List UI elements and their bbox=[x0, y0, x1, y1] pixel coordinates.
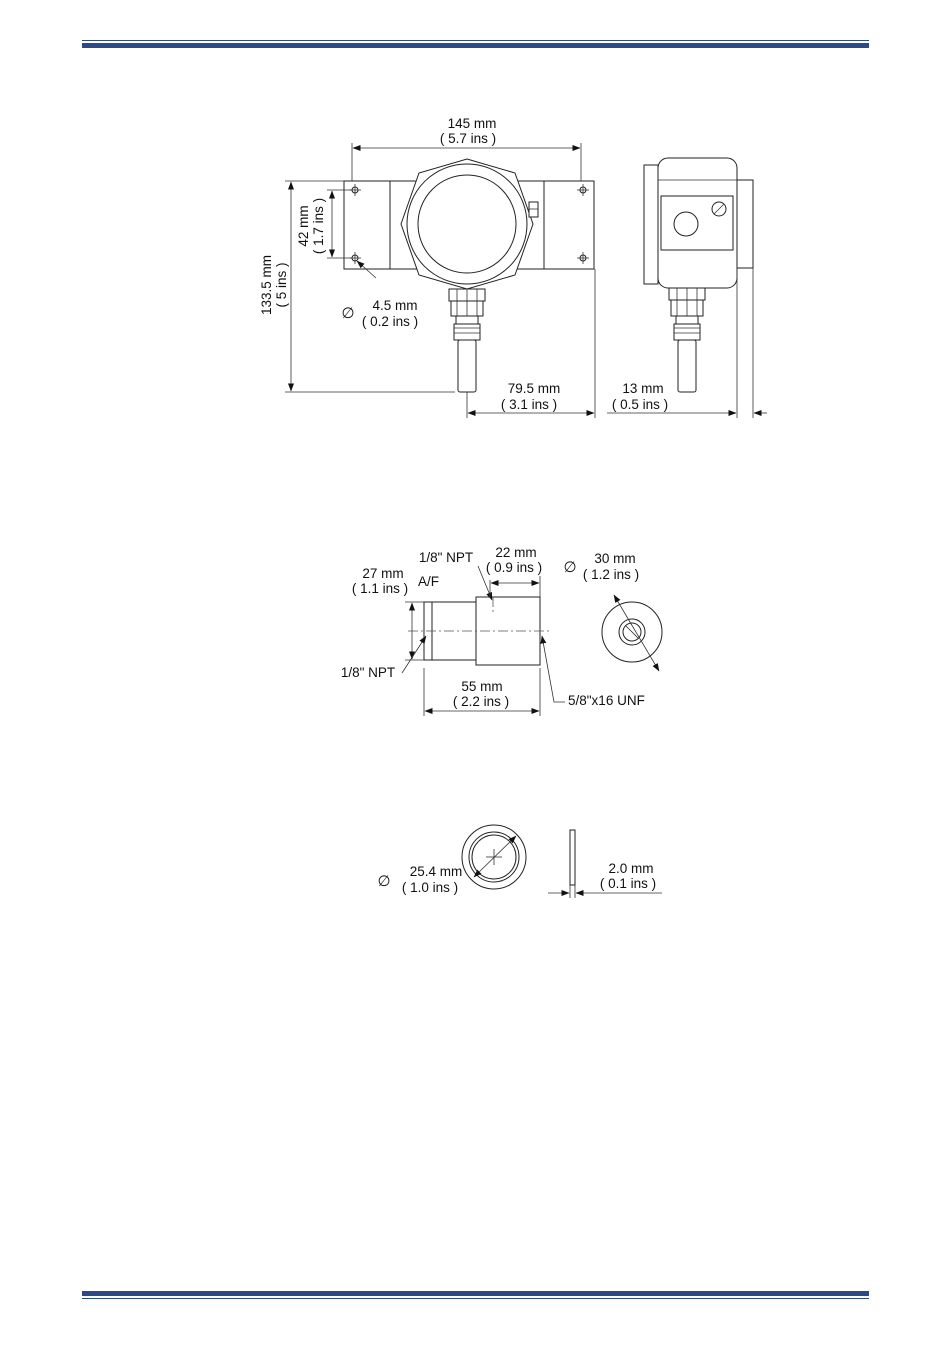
washer-dia-in: ( 1.0 ins ) bbox=[401, 880, 459, 895]
adaptor-side-view bbox=[408, 597, 552, 665]
diameter-symbol-2: ∅ bbox=[563, 559, 577, 576]
earth-screw bbox=[529, 202, 538, 217]
washer-side-view bbox=[548, 830, 662, 898]
dim-height-mm: 133.5 mm bbox=[259, 254, 274, 316]
hex-cover bbox=[401, 159, 533, 289]
thread-len-in: ( 0.9 ins ) bbox=[485, 560, 543, 575]
washer-dia-mm: 25.4 mm bbox=[409, 864, 463, 879]
dim-offset-in: ( 3.1 ins ) bbox=[500, 397, 558, 412]
diameter-symbol: ∅ bbox=[341, 305, 355, 322]
dim-probe-offset bbox=[467, 269, 595, 418]
footer-rule-thick bbox=[82, 1291, 869, 1296]
washer-face-view bbox=[377, 825, 526, 895]
housing-front-view bbox=[344, 159, 594, 392]
dim-depth-mm: 13 mm bbox=[622, 381, 664, 396]
dia-mm: 30 mm bbox=[594, 551, 636, 566]
diameter-symbol-3: ∅ bbox=[377, 873, 391, 890]
unf-label: 5/8"x16 UNF bbox=[568, 693, 645, 708]
probe-tube bbox=[458, 340, 476, 392]
npt-top-label: 1/8" NPT bbox=[418, 550, 474, 565]
af-in: ( 1.1 ins ) bbox=[351, 581, 409, 596]
dia-in: ( 1.2 ins ) bbox=[582, 567, 640, 582]
dim-hole bbox=[341, 261, 418, 329]
thread-len-mm: 22 mm bbox=[495, 545, 537, 560]
washer-thick-mm: 2.0 mm bbox=[608, 861, 654, 876]
washer-thick-in: ( 0.1 ins ) bbox=[599, 876, 657, 891]
dim-pitch-in: ( 1.7 ins ) bbox=[311, 197, 326, 255]
dim-height-in: ( 5 ins ) bbox=[274, 262, 289, 308]
dim-hole-in: ( 0.2 ins ) bbox=[361, 314, 419, 329]
af-mm: 27 mm bbox=[362, 566, 404, 581]
footer-rule bbox=[82, 1291, 869, 1301]
adaptor-end-view bbox=[563, 551, 662, 671]
dim-width-in: ( 5.7 ins ) bbox=[439, 131, 497, 146]
dim-width-mm: 145 mm bbox=[447, 116, 497, 131]
length-mm: 55 mm bbox=[461, 679, 503, 694]
npt-bottom-label: 1/8" NPT bbox=[340, 665, 396, 680]
side-bracket bbox=[737, 180, 753, 268]
dim-pitch-mm: 42 mm bbox=[296, 205, 311, 247]
footer-rule-thin bbox=[82, 1298, 869, 1299]
washer-edge bbox=[570, 830, 575, 885]
af-label: A/F bbox=[418, 574, 440, 589]
length-in: ( 2.2 ins ) bbox=[452, 694, 510, 709]
dim-hole-mm: 4.5 mm bbox=[372, 298, 418, 313]
dim-offset-mm: 79.5 mm bbox=[507, 381, 561, 396]
dim-depth-in: ( 0.5 ins ) bbox=[611, 397, 669, 412]
